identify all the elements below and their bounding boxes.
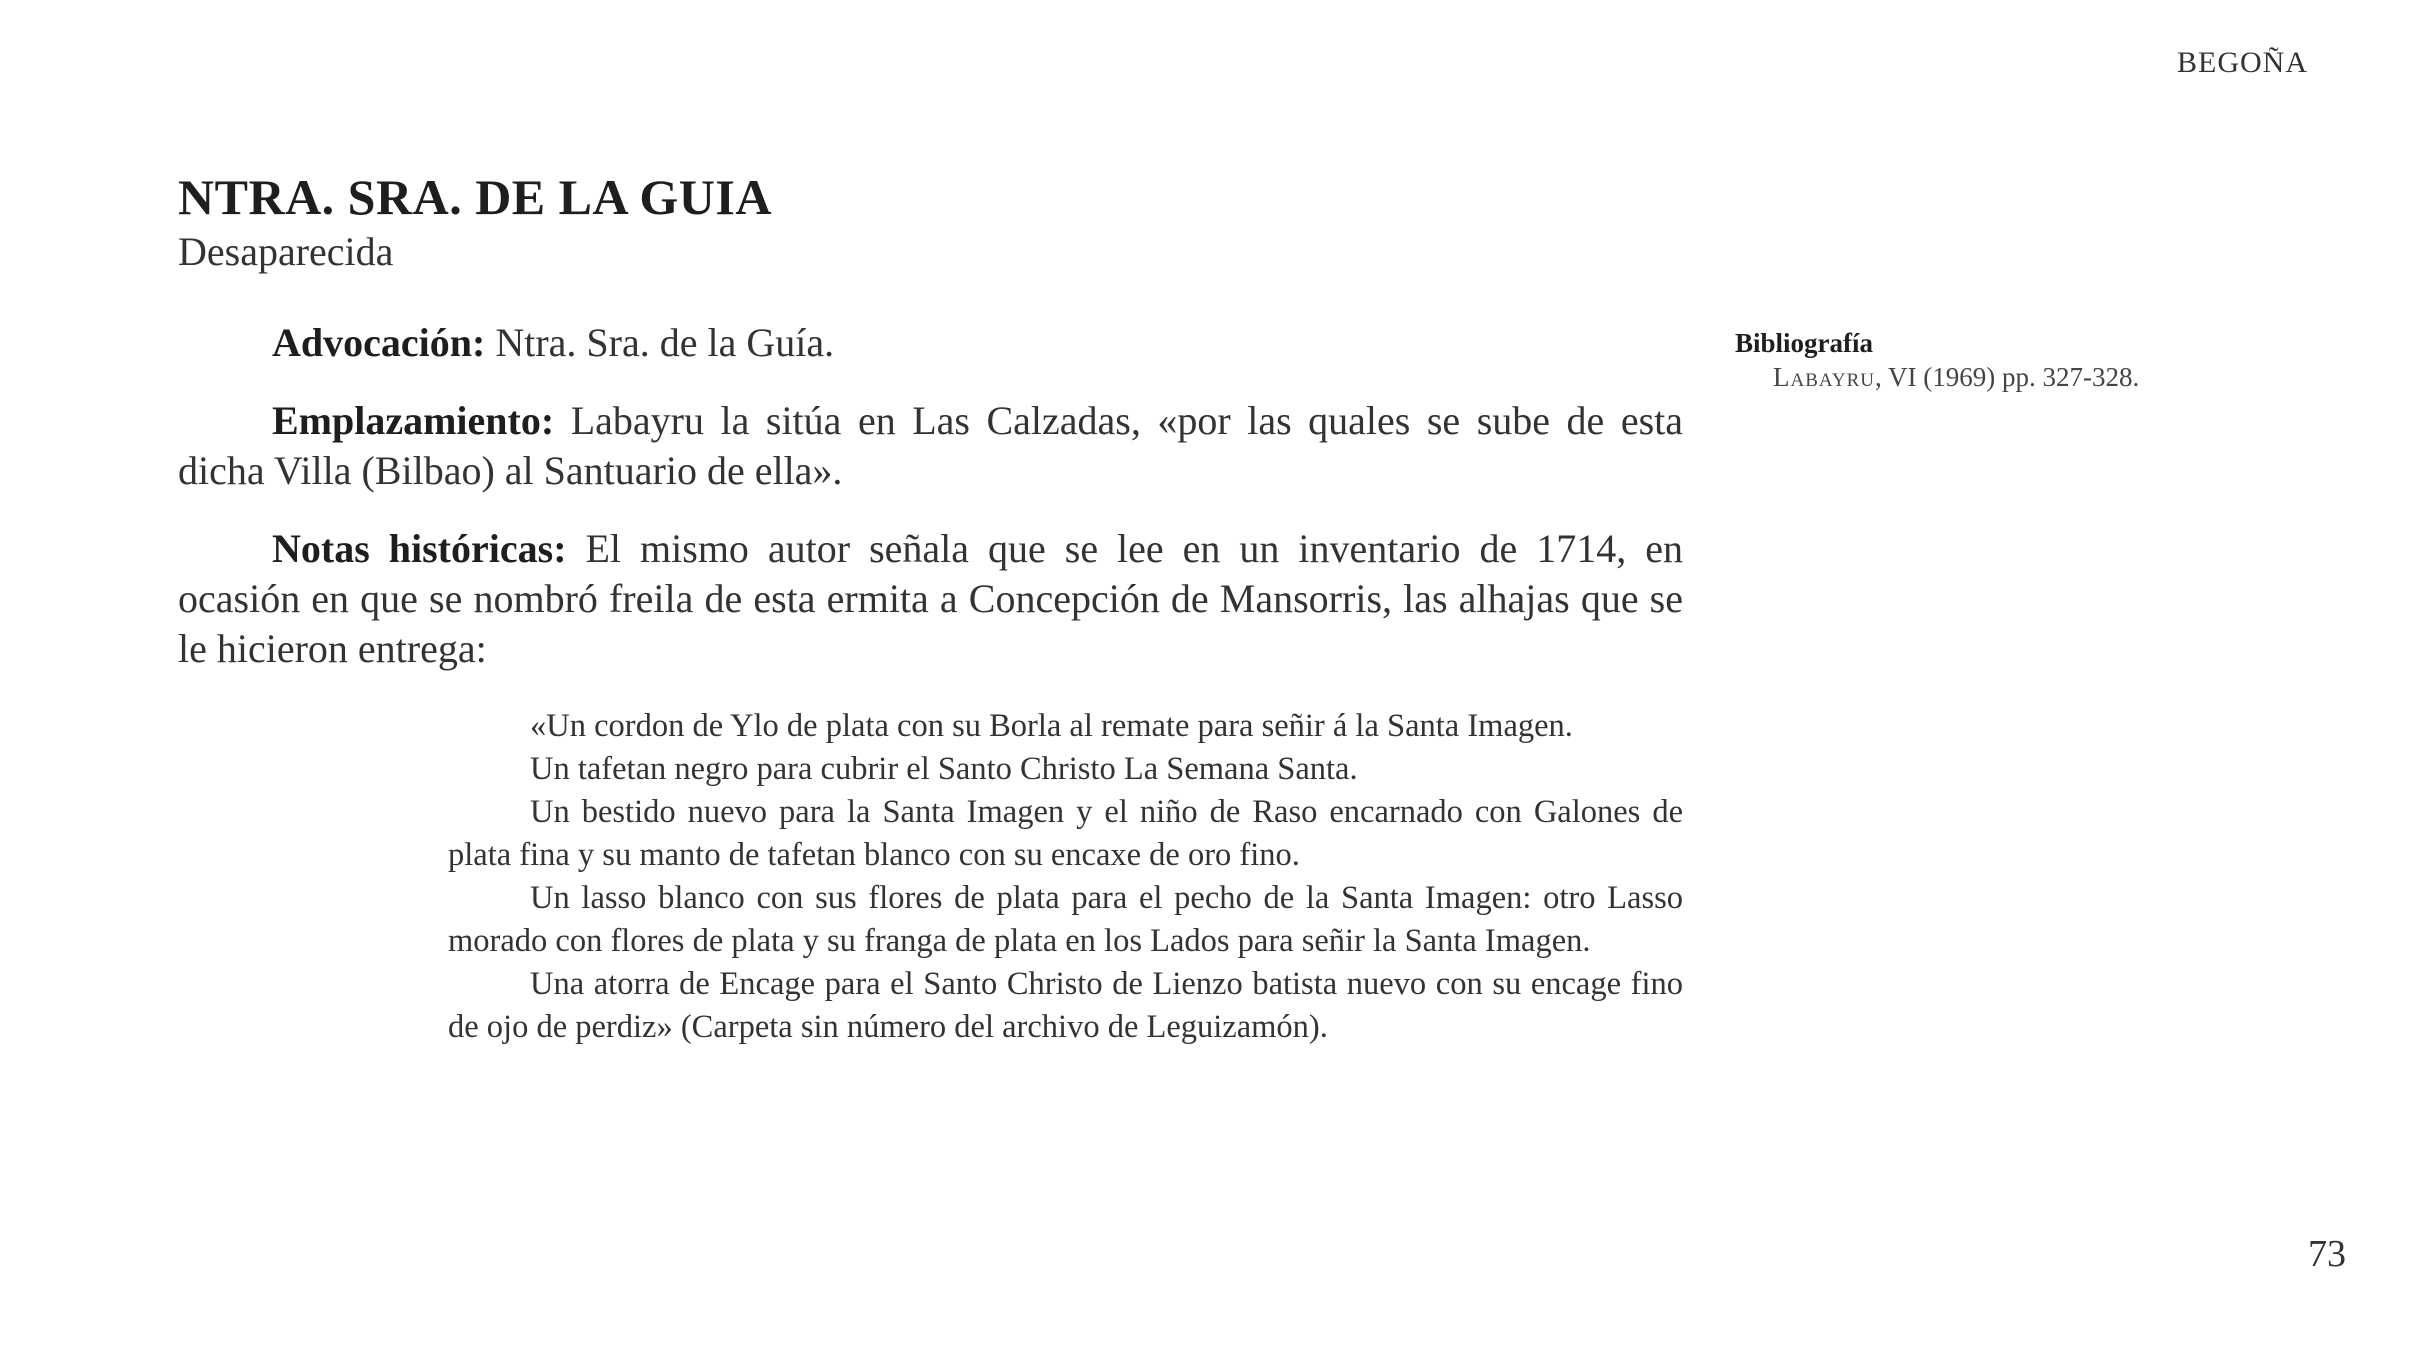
page-subtitle: Desaparecida xyxy=(178,229,394,274)
notas-text: El mismo autor señala que se lee en un inventario de 1714, en ocasión en que se nombró freila de esta ermita a Concepción de Mansorris, las alhajas que se le hicieron entrega: xyxy=(178,526,1683,671)
advocacion-text: Ntra. Sra. de la Guía. xyxy=(495,320,835,365)
bibliography-entry xyxy=(1735,360,2295,394)
page-title: NTRA. SRA. DE LA GUIA xyxy=(178,169,772,225)
running-head: BEGOÑA xyxy=(2177,46,2308,79)
bibliography-author: Labayru xyxy=(1773,362,1875,392)
page-number: 73 xyxy=(2308,1233,2346,1275)
quote-paragraph: Un tafetan negro para cubrir el Santo Christo La Semana Santa. xyxy=(530,751,1358,787)
emplazamiento-paragraph xyxy=(178,396,1683,496)
quote-paragraph: Una atorra de Encage para el Santo Christo de Lienzo batista nuevo con su encage fino de ojo de perdiz» (Carpeta sin número del archivo de Leguizamón). xyxy=(448,966,1683,1045)
notas-paragraph xyxy=(178,524,1683,674)
emplazamiento-label: Emplazamiento: xyxy=(272,398,555,443)
quote-paragraph: Un bestido nuevo para la Santa Imagen y el niño de Raso encarnado con Galones de plata fina y su manto de tafetan blanco con su encaxe de oro fino. xyxy=(448,794,1683,873)
bibliography-sidebar xyxy=(1735,326,2295,394)
bibliography-title: Bibliografía xyxy=(1735,328,1874,358)
notas-label: Notas históricas: xyxy=(272,526,567,571)
emplazamiento-text: Labayru la sitúa en Las Calzadas, «por las quales se sube de esta dicha Villa (Bilbao) al Santuario de ella». xyxy=(178,398,1684,493)
advocacion-label: Advocación: xyxy=(272,320,486,365)
quote-paragraph: Un lasso blanco con sus flores de plata para el pecho de la Santa Imagen: otro Lasso morado con flores de plata y su franga de plata en los Lados para señir la Santa Imagen. xyxy=(448,880,1683,959)
advocacion-paragraph xyxy=(178,318,1683,368)
main-text xyxy=(178,318,1683,702)
inventory-quote xyxy=(448,705,1683,1049)
bibliography-reference: , VI (1969) pp. 327-328. xyxy=(1874,362,2140,392)
quote-paragraph: «Un cordon de Ylo de plata con su Borla al remate para señir á la Santa Imagen. xyxy=(530,708,1573,744)
